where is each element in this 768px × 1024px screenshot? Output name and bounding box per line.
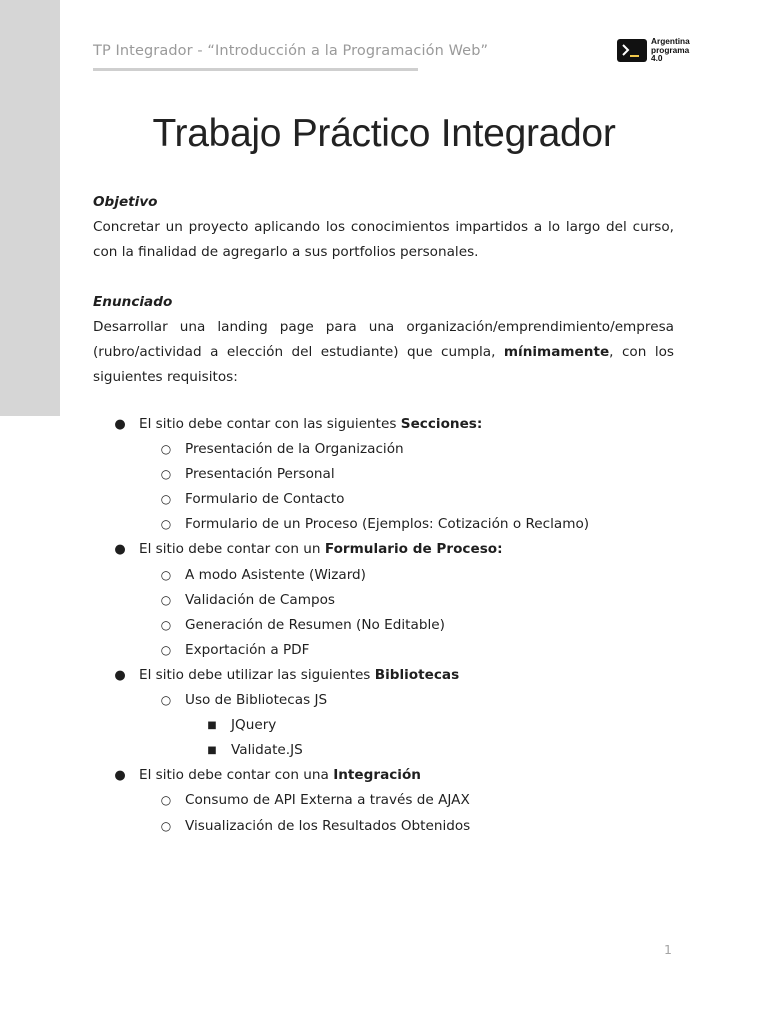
list-item: ○ Formulario de Contacto (160, 491, 345, 508)
list-item: ○ Generación de Resumen (No Editable) (160, 616, 445, 633)
list-item: ■ JQuery (207, 717, 277, 734)
list-item: ○ Visualización de los Resultados Obtenidos (160, 817, 471, 834)
statement-text (93, 315, 674, 391)
header-underline (93, 68, 418, 71)
side-band (0, 0, 60, 416)
list-item: ● El sitio debe contar con las siguientes Secciones: (114, 416, 483, 432)
list-item: ○ Validación de Campos (160, 591, 335, 608)
list-item: ■ Validate.JS (207, 742, 303, 759)
list-item: ○ Formulario de un Proceso (Ejemplos: Cotización o Reclamo) (160, 516, 590, 533)
list-item: ○ Consumo de API Externa a través de AJAX (160, 792, 470, 809)
document-body (93, 190, 674, 390)
list-item: ○ Exportación a PDF (160, 641, 310, 658)
list-item: ○ Presentación de la Organización (160, 441, 404, 458)
objective-text: Concretar un proyecto aplicando los conocimientos impartidos a lo largo del curso, con la finalidad de agregarlo a sus portfolios personales. (93, 219, 674, 261)
statement-text-bold: mínimamente (503, 344, 610, 361)
course-header: TP Integrador - “Introducción a la Programación Web” (93, 43, 489, 59)
logo-wordmark (651, 37, 690, 63)
objective-heading: Objetivo (93, 194, 158, 210)
statement-heading: Enunciado (93, 293, 173, 310)
argentina-programa-logo (617, 38, 690, 62)
terminal-prompt-icon (617, 39, 647, 62)
list-item: ○ Presentación Personal (160, 466, 335, 483)
list-item: ○ Uso de Bibliotecas JS (160, 692, 328, 709)
list-item: ● El sitio debe contar con una Integración (114, 767, 421, 784)
logo-line-1: Argentina (651, 36, 690, 47)
statement-text-before: Desarrollar una landing page para una organización/emprendimiento/empresa (rubro/actividad a elección del estudiante) que cumpla, (93, 318, 674, 361)
logo-line-2: programa (651, 44, 690, 55)
page-number: 1 (664, 942, 672, 957)
list-item: ● El sitio debe contar con un Formulario de Proceso: (114, 541, 503, 558)
list-item: ● El sitio debe utilizar las siguientes Bibliotecas (114, 666, 460, 683)
statement-text-after: , con los siguientes requisitos: (93, 344, 675, 386)
requirements-list (93, 412, 674, 839)
logo-line-3: 4.0 (651, 53, 663, 64)
list-item: ○ A modo Asistente (Wizard) (160, 566, 366, 583)
document-title: Trabajo Práctico Integrador (152, 112, 616, 155)
